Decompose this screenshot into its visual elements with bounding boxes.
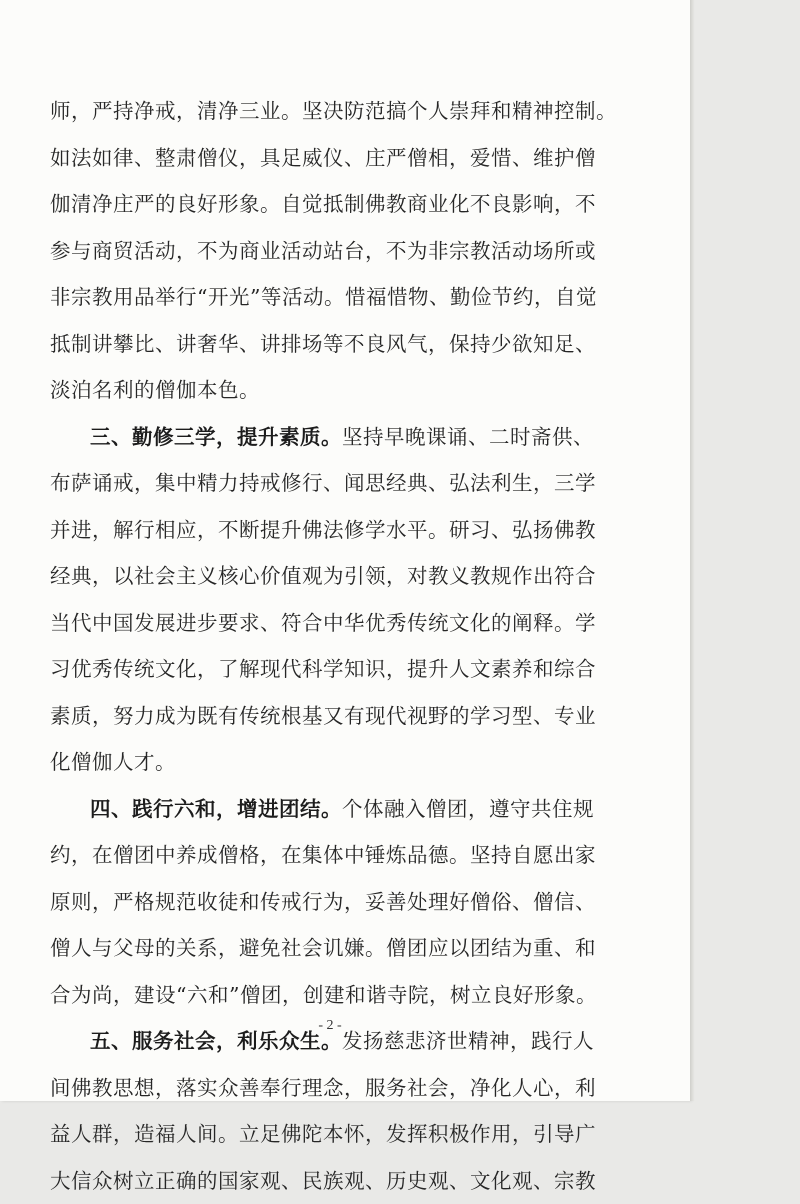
text-line: 大信众树立正确的国家观、民族观、历史观、文化观、宗教	[50, 1158, 658, 1204]
section-five-first-line: 五、服务社会，利乐众生。发扬慈悲济世精神，践行人	[50, 1018, 658, 1065]
text-line: 并进，解行相应，不断提升佛法修学水平。研习、弘扬佛教	[50, 507, 658, 554]
text-line: 抵制讲攀比、讲奢华、讲排场等不良风气，保持少欲知足、	[50, 321, 658, 368]
text-line: 参与商贸活动，不为商业活动站台，不为非宗教活动场所或	[50, 228, 658, 275]
text-line: 布萨诵戒，集中精力持戒修行、闻思经典、弘法利生，三学	[50, 460, 658, 507]
text-line: 合为尚，建设“六和”僧团，创建和谐寺院，树立良好形象。	[50, 972, 658, 1019]
section-three-first-line: 三、勤修三学，提升素质。坚持早晚课诵、二时斋供、	[50, 414, 658, 461]
text-line: 习优秀传统文化，了解现代科学知识，提升人文素养和综合	[50, 646, 658, 693]
text-line: 原则，严格规范收徒和传戒行为，妥善处理好僧俗、僧信、	[50, 879, 658, 926]
text-line: 当代中国发展进步要求、符合中华优秀传统文化的阐释。学	[50, 600, 658, 647]
text-line: 如法如律、整肃僧仪，具足威仪、庄严僧相，爱惜、维护僧	[50, 135, 658, 182]
page-edge-shadow	[690, 0, 694, 1101]
section-heading: 四、践行六和，增进团结。	[90, 797, 342, 821]
text-line: 僧人与父母的关系，避免社会讥嫌。僧团应以团结为重、和	[50, 925, 658, 972]
text-line: 约，在僧团中养成僧格，在集体中锤炼品德。坚持自愿出家	[50, 832, 658, 879]
section-four-first-line: 四、践行六和，增进团结。个体融入僧团，遵守共住规	[50, 786, 658, 833]
body-text	[50, 88, 658, 1204]
section-heading: 三、勤修三学，提升素质。	[90, 425, 342, 449]
text-line: 间佛教思想，落实众善奉行理念，服务社会，净化人心，利	[50, 1065, 658, 1112]
text-line: 益人群，造福人间。立足佛陀本怀，发挥积极作用，引导广	[50, 1111, 658, 1158]
text-line: 淡泊名利的僧伽本色。	[50, 367, 658, 414]
text-line: 素质，努力成为既有传统根基又有现代视野的学习型、专业	[50, 693, 658, 740]
text-line: 师，严持净戒，清净三业。坚决防范搞个人崇拜和精神控制。	[50, 88, 658, 135]
text-line: 经典，以社会主义核心价值观为引领，对教义教规作出符合	[50, 553, 658, 600]
text-line: 非宗教用品举行“开光”等活动。惜福惜物、勤俭节约，自觉	[50, 274, 658, 321]
text-line: 伽清净庄严的良好形象。自觉抵制佛教商业化不良影响，不	[50, 181, 658, 228]
section-heading: 五、服务社会，利乐众生。	[90, 1029, 342, 1053]
text-line: 化僧伽人才。	[50, 739, 658, 786]
page-number: - 2 -	[300, 1018, 360, 1034]
